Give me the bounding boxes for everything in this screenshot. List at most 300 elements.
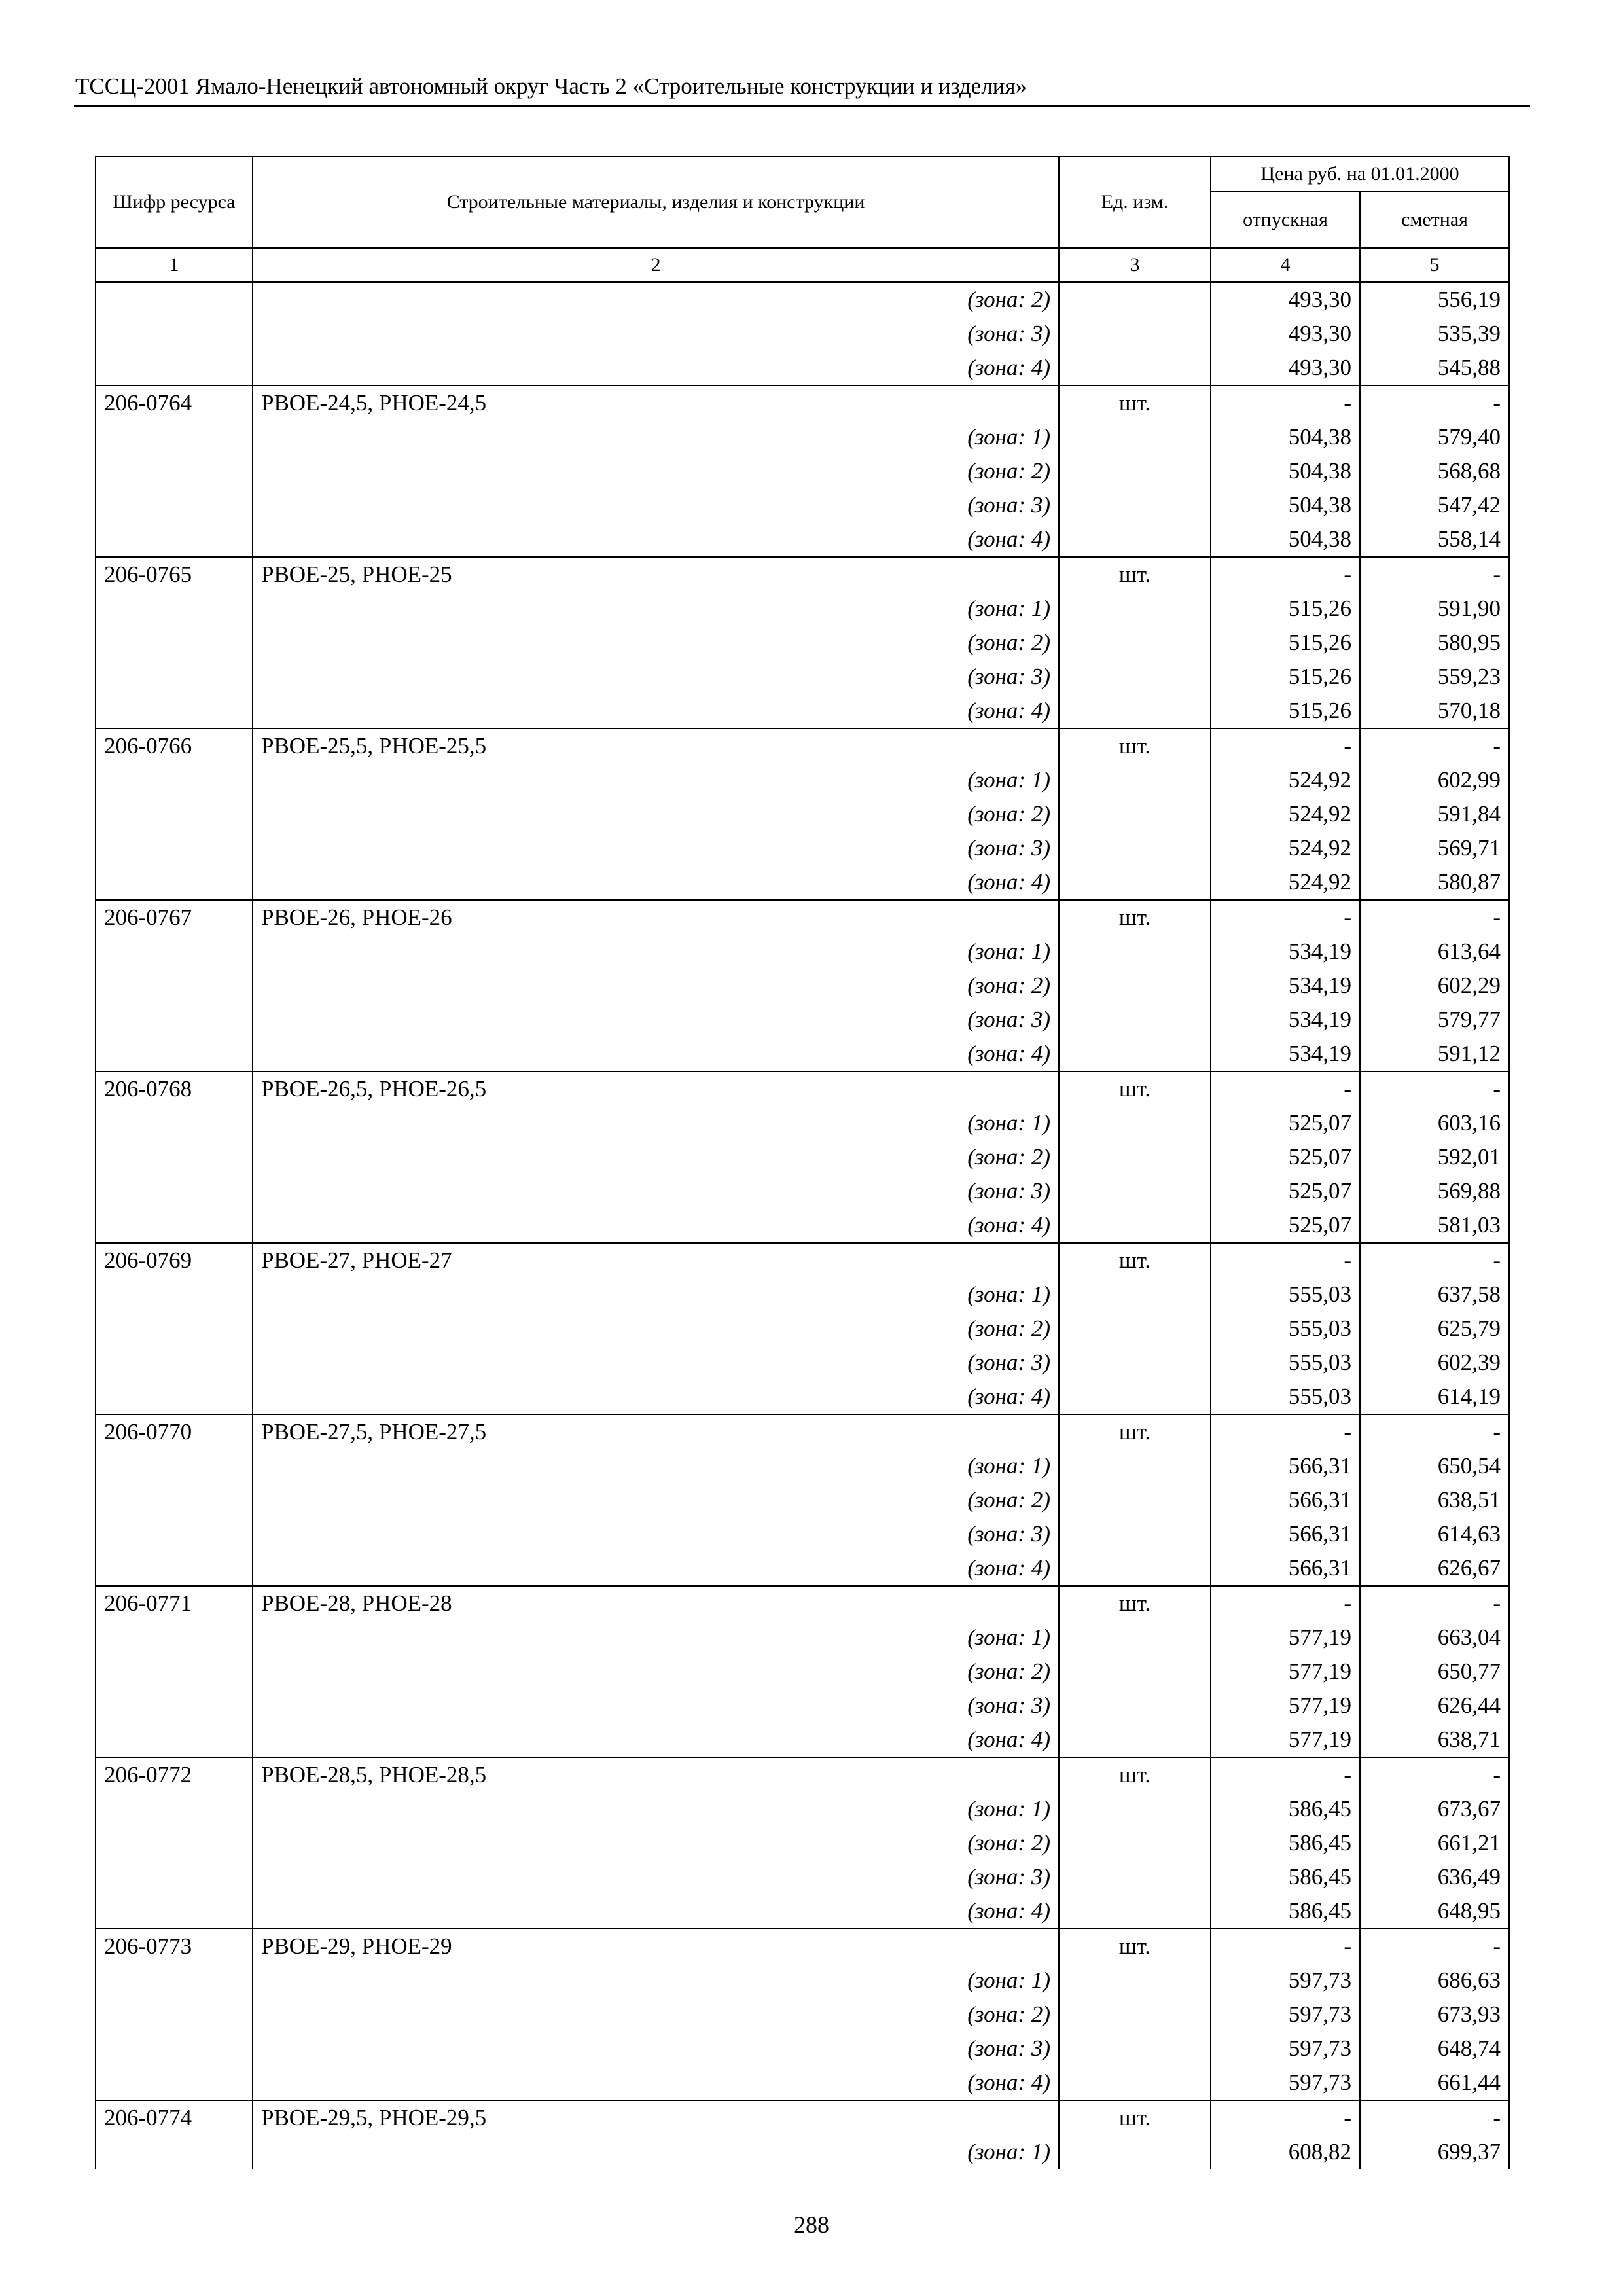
material-name: РВОЕ-25,5, РНОЕ-25,5 — [253, 728, 1059, 763]
zone-label: (зона: 3) — [253, 1346, 1059, 1380]
zone-row — [96, 694, 1509, 728]
zone-label: (зона: 3) — [253, 488, 1059, 522]
estimate-price: 673,67 — [1360, 1792, 1509, 1826]
zone-row — [96, 2135, 1509, 2169]
estimate-price: - — [1360, 1757, 1509, 1792]
unit-of-measure: шт. — [1059, 1929, 1211, 1964]
estimate-price: 699,37 — [1360, 2135, 1509, 2169]
estimate-price: - — [1360, 1929, 1509, 1964]
unit-cell — [1059, 1655, 1211, 1689]
unit-cell — [1059, 1278, 1211, 1312]
table-row — [96, 1586, 1509, 1621]
estimate-price: 661,21 — [1360, 1826, 1509, 1860]
table-row — [96, 900, 1509, 935]
release-price: 525,07 — [1211, 1174, 1360, 1208]
unit-cell — [1059, 1621, 1211, 1655]
estimate-price: 579,77 — [1360, 1003, 1509, 1037]
material-name: РВОЕ-28, РНОЕ-28 — [253, 1586, 1059, 1621]
zone-row — [96, 935, 1509, 969]
resource-code: 206-0764 — [96, 386, 253, 420]
header-price-release: отпускная — [1211, 192, 1360, 248]
estimate-price: 579,40 — [1360, 420, 1509, 454]
unit-cell — [1059, 2135, 1211, 2169]
estimate-price: - — [1360, 1243, 1509, 1278]
zone-label: (зона: 2) — [253, 626, 1059, 660]
unit-cell — [1059, 694, 1211, 728]
estimate-price: 661,44 — [1360, 2066, 1509, 2100]
zone-label: (зона: 4) — [253, 1894, 1059, 1929]
resource-code-cell — [96, 694, 253, 728]
resource-code-cell — [96, 1037, 253, 1071]
release-price: 525,07 — [1211, 1208, 1360, 1243]
release-price: - — [1211, 1243, 1360, 1278]
resource-code-cell — [96, 1792, 253, 1826]
zone-label: (зона: 4) — [253, 1551, 1059, 1586]
zone-label: (зона: 1) — [253, 1106, 1059, 1140]
estimate-price: 558,14 — [1360, 522, 1509, 557]
release-price: 577,19 — [1211, 1621, 1360, 1655]
release-price: 504,38 — [1211, 488, 1360, 522]
column-number: 5 — [1360, 248, 1509, 282]
estimate-price: 663,04 — [1360, 1621, 1509, 1655]
zone-row — [96, 1689, 1509, 1723]
zone-label: (зона: 3) — [253, 831, 1059, 865]
table-row — [96, 1071, 1509, 1106]
release-price: 504,38 — [1211, 420, 1360, 454]
zone-label: (зона: 1) — [253, 1278, 1059, 1312]
zone-row — [96, 351, 1509, 386]
estimate-price: 535,39 — [1360, 317, 1509, 351]
unit-of-measure: шт. — [1059, 900, 1211, 935]
release-price: - — [1211, 386, 1360, 420]
zone-label: (зона: 2) — [253, 454, 1059, 488]
resource-code-cell — [96, 1174, 253, 1208]
zone-row — [96, 1655, 1509, 1689]
zone-row — [96, 1037, 1509, 1071]
release-price: 504,38 — [1211, 522, 1360, 557]
zone-label: (зона: 3) — [253, 660, 1059, 694]
estimate-price: 614,19 — [1360, 1380, 1509, 1414]
zone-row — [96, 317, 1509, 351]
zone-row — [96, 1380, 1509, 1414]
resource-code-cell — [96, 488, 253, 522]
column-number: 3 — [1059, 248, 1211, 282]
resource-code-cell — [96, 1517, 253, 1551]
material-name: РВОЕ-28,5, РНОЕ-28,5 — [253, 1757, 1059, 1792]
zone-row — [96, 1106, 1509, 1140]
resource-code-cell — [96, 1380, 253, 1414]
zone-label: (зона: 2) — [253, 969, 1059, 1003]
release-price: 524,92 — [1211, 797, 1360, 831]
release-price: 566,31 — [1211, 1483, 1360, 1517]
release-price: - — [1211, 1586, 1360, 1621]
unit-cell — [1059, 1860, 1211, 1894]
release-price: 524,92 — [1211, 831, 1360, 865]
zone-label: (зона: 4) — [253, 1723, 1059, 1757]
unit-cell — [1059, 1449, 1211, 1483]
zone-row — [96, 1826, 1509, 1860]
release-price: 597,73 — [1211, 1964, 1360, 1998]
estimate-price: 545,88 — [1360, 351, 1509, 386]
table-row — [96, 1929, 1509, 1964]
zone-label: (зона: 4) — [253, 1037, 1059, 1071]
release-price: 493,30 — [1211, 317, 1360, 351]
resource-code-cell — [96, 1621, 253, 1655]
zone-row — [96, 1964, 1509, 1998]
unit-cell — [1059, 1174, 1211, 1208]
zone-row — [96, 420, 1509, 454]
release-price: 515,26 — [1211, 626, 1360, 660]
zone-label: (зона: 3) — [253, 1860, 1059, 1894]
release-price: 586,45 — [1211, 1860, 1360, 1894]
estimate-price: - — [1360, 900, 1509, 935]
zone-row — [96, 2032, 1509, 2066]
unit-cell — [1059, 1792, 1211, 1826]
unit-cell — [1059, 1723, 1211, 1757]
resource-code-cell — [96, 797, 253, 831]
resource-code-cell — [96, 592, 253, 626]
resource-code-cell — [96, 522, 253, 557]
estimate-price: - — [1360, 1071, 1509, 1106]
release-price: 493,30 — [1211, 351, 1360, 386]
zone-label: (зона: 1) — [253, 1449, 1059, 1483]
resource-code-cell — [96, 1346, 253, 1380]
release-price: 555,03 — [1211, 1312, 1360, 1346]
table-row — [96, 557, 1509, 592]
zone-row — [96, 626, 1509, 660]
zone-row — [96, 522, 1509, 557]
release-price: 525,07 — [1211, 1140, 1360, 1174]
resource-code: 206-0770 — [96, 1414, 253, 1449]
resource-code-cell — [96, 1826, 253, 1860]
unit-cell — [1059, 1346, 1211, 1380]
resource-code-cell — [96, 1689, 253, 1723]
zone-label: (зона: 2) — [253, 1826, 1059, 1860]
table-row — [96, 728, 1509, 763]
release-price: 586,45 — [1211, 1792, 1360, 1826]
release-price: 534,19 — [1211, 969, 1360, 1003]
estimate-price: 602,29 — [1360, 969, 1509, 1003]
zone-row — [96, 1140, 1509, 1174]
estimate-price: 592,01 — [1360, 1140, 1509, 1174]
resource-code-cell — [96, 1894, 253, 1929]
unit-cell — [1059, 317, 1211, 351]
release-price: 597,73 — [1211, 2032, 1360, 2066]
unit-cell — [1059, 522, 1211, 557]
unit-cell — [1059, 660, 1211, 694]
table-row — [96, 1757, 1509, 1792]
estimate-price: 648,95 — [1360, 1894, 1509, 1929]
unit-cell — [1059, 831, 1211, 865]
release-price: 524,92 — [1211, 763, 1360, 797]
zone-label: (зона: 1) — [253, 935, 1059, 969]
resource-code-cell — [96, 1449, 253, 1483]
zone-row — [96, 2066, 1509, 2100]
table-row — [96, 2100, 1509, 2135]
estimate-price: 580,87 — [1360, 865, 1509, 900]
zone-row — [96, 282, 1509, 317]
release-price: - — [1211, 1414, 1360, 1449]
unit-cell — [1059, 1483, 1211, 1517]
release-price: 586,45 — [1211, 1894, 1360, 1929]
unit-cell — [1059, 1106, 1211, 1140]
resource-code-cell — [96, 660, 253, 694]
resource-code-cell — [96, 282, 253, 317]
release-price: 566,31 — [1211, 1449, 1360, 1483]
release-price: 515,26 — [1211, 694, 1360, 728]
release-price: 555,03 — [1211, 1278, 1360, 1312]
resource-code-cell — [96, 1312, 253, 1346]
resource-code-cell — [96, 865, 253, 900]
unit-of-measure: шт. — [1059, 1243, 1211, 1278]
release-price: 577,19 — [1211, 1689, 1360, 1723]
release-price: 515,26 — [1211, 660, 1360, 694]
resource-code-cell — [96, 1998, 253, 2032]
zone-label: (зона: 4) — [253, 522, 1059, 557]
unit-cell — [1059, 420, 1211, 454]
zone-label: (зона: 3) — [253, 1174, 1059, 1208]
zone-label: (зона: 4) — [253, 2066, 1059, 2100]
estimate-price: 636,49 — [1360, 1860, 1509, 1894]
estimate-price: - — [1360, 2100, 1509, 2135]
zone-label: (зона: 1) — [253, 420, 1059, 454]
unit-cell — [1059, 1003, 1211, 1037]
unit-of-measure: шт. — [1059, 386, 1211, 420]
estimate-price: 650,77 — [1360, 1655, 1509, 1689]
estimate-price: 591,90 — [1360, 592, 1509, 626]
unit-of-measure: шт. — [1059, 1071, 1211, 1106]
zone-label: (зона: 1) — [253, 1964, 1059, 1998]
unit-cell — [1059, 1551, 1211, 1586]
estimate-price: 580,95 — [1360, 626, 1509, 660]
unit-cell — [1059, 1140, 1211, 1174]
estimate-price: 650,54 — [1360, 1449, 1509, 1483]
table-row — [96, 1414, 1509, 1449]
release-price: 608,82 — [1211, 2135, 1360, 2169]
release-price: 524,92 — [1211, 865, 1360, 900]
unit-cell — [1059, 2066, 1211, 2100]
zone-row — [96, 1003, 1509, 1037]
resource-code: 206-0771 — [96, 1586, 253, 1621]
resource-code-cell — [96, 763, 253, 797]
unit-cell — [1059, 1208, 1211, 1243]
resource-code: 206-0772 — [96, 1757, 253, 1792]
unit-cell — [1059, 1689, 1211, 1723]
resource-code-cell — [96, 2066, 253, 2100]
material-name: РВОЕ-25, РНОЕ-25 — [253, 557, 1059, 592]
zone-row — [96, 763, 1509, 797]
zone-row — [96, 1208, 1509, 1243]
zone-label: (зона: 3) — [253, 1003, 1059, 1037]
zone-label: (зона: 4) — [253, 694, 1059, 728]
page-number: 288 — [794, 2212, 829, 2238]
estimate-price: - — [1360, 386, 1509, 420]
estimate-price: 626,67 — [1360, 1551, 1509, 1586]
resource-code: 206-0767 — [96, 900, 253, 935]
zone-row — [96, 1860, 1509, 1894]
release-price: 555,03 — [1211, 1380, 1360, 1414]
unit-of-measure: шт. — [1059, 728, 1211, 763]
estimate-price: 591,84 — [1360, 797, 1509, 831]
resource-code: 206-0773 — [96, 1929, 253, 1964]
zone-row — [96, 1449, 1509, 1483]
estimate-price: - — [1360, 1414, 1509, 1449]
estimate-price: 556,19 — [1360, 282, 1509, 317]
zone-row — [96, 660, 1509, 694]
estimate-price: 638,51 — [1360, 1483, 1509, 1517]
resource-code-cell — [96, 2032, 253, 2066]
estimate-price: 686,63 — [1360, 1964, 1509, 1998]
zone-row — [96, 592, 1509, 626]
estimate-price: 638,71 — [1360, 1723, 1509, 1757]
column-number: 2 — [253, 248, 1059, 282]
resource-code-cell — [96, 1655, 253, 1689]
zone-label: (зона: 2) — [253, 1655, 1059, 1689]
resource-code: 206-0769 — [96, 1243, 253, 1278]
unit-cell — [1059, 351, 1211, 386]
unit-cell — [1059, 1037, 1211, 1071]
release-price: - — [1211, 728, 1360, 763]
zone-row — [96, 1483, 1509, 1517]
column-number: 4 — [1211, 248, 1360, 282]
resource-code-cell — [96, 1483, 253, 1517]
unit-cell — [1059, 969, 1211, 1003]
header-code: Шифр ресурса — [96, 156, 253, 248]
release-price: - — [1211, 1071, 1360, 1106]
unit-cell — [1059, 592, 1211, 626]
release-price: - — [1211, 1929, 1360, 1964]
estimate-price: - — [1360, 728, 1509, 763]
resource-code-cell — [96, 454, 253, 488]
estimate-price: 570,18 — [1360, 694, 1509, 728]
zone-label: (зона: 4) — [253, 351, 1059, 386]
column-number-row — [96, 248, 1509, 282]
zone-label: (зона: 4) — [253, 1380, 1059, 1414]
zone-row — [96, 1174, 1509, 1208]
estimate-price: 648,74 — [1360, 2032, 1509, 2066]
zone-row — [96, 1621, 1509, 1655]
release-price: - — [1211, 2100, 1360, 2135]
zone-row — [96, 1998, 1509, 2032]
release-price: 555,03 — [1211, 1346, 1360, 1380]
zone-label: (зона: 3) — [253, 317, 1059, 351]
material-name: РВОЕ-26,5, РНОЕ-26,5 — [253, 1071, 1059, 1106]
unit-cell — [1059, 1998, 1211, 2032]
release-price: 566,31 — [1211, 1551, 1360, 1586]
material-name: РВОЕ-26, РНОЕ-26 — [253, 900, 1059, 935]
header-rule — [74, 105, 1530, 107]
zone-row — [96, 969, 1509, 1003]
header-unit: Ед. изм. — [1059, 156, 1211, 248]
zone-label: (зона: 3) — [253, 2032, 1059, 2066]
estimate-price: 591,12 — [1360, 1037, 1509, 1071]
zone-label: (зона: 2) — [253, 797, 1059, 831]
zone-row — [96, 1551, 1509, 1586]
resource-code: 206-0774 — [96, 2100, 253, 2135]
zone-row — [96, 1346, 1509, 1380]
resource-code-cell — [96, 1860, 253, 1894]
page-header-title: ТССЦ-2001 Ямало-Ненецкий автономный округ Часть 2 «Строительные конструкции и изделия» — [75, 73, 1027, 99]
zone-row — [96, 1312, 1509, 1346]
release-price: 525,07 — [1211, 1106, 1360, 1140]
zone-row — [96, 1894, 1509, 1929]
unit-cell — [1059, 2032, 1211, 2066]
estimate-price: - — [1360, 1586, 1509, 1621]
unit-cell — [1059, 763, 1211, 797]
resource-code-cell — [96, 935, 253, 969]
resource-code-cell — [96, 626, 253, 660]
release-price: - — [1211, 900, 1360, 935]
unit-cell — [1059, 454, 1211, 488]
zone-label: (зона: 4) — [253, 865, 1059, 900]
table-row — [96, 1243, 1509, 1278]
release-price: 597,73 — [1211, 2066, 1360, 2100]
resource-code-cell — [96, 317, 253, 351]
unit-cell — [1059, 1517, 1211, 1551]
unit-cell — [1059, 1894, 1211, 1929]
estimate-price: 568,68 — [1360, 454, 1509, 488]
column-number: 1 — [96, 248, 253, 282]
unit-cell — [1059, 1380, 1211, 1414]
estimate-price: 603,16 — [1360, 1106, 1509, 1140]
estimate-price: 673,93 — [1360, 1998, 1509, 2032]
unit-of-measure: шт. — [1059, 1414, 1211, 1449]
table-body — [96, 282, 1509, 2169]
zone-label: (зона: 4) — [253, 1208, 1059, 1243]
estimate-price: 569,88 — [1360, 1174, 1509, 1208]
release-price: - — [1211, 557, 1360, 592]
resource-code-cell — [96, 1964, 253, 1998]
header-price-group: Цена руб. на 01.01.2000 — [1211, 156, 1509, 192]
release-price: 534,19 — [1211, 1037, 1360, 1071]
release-price: 586,45 — [1211, 1826, 1360, 1860]
resource-code-cell — [96, 831, 253, 865]
estimate-price: 614,63 — [1360, 1517, 1509, 1551]
material-name: РВОЕ-27, РНОЕ-27 — [253, 1243, 1059, 1278]
estimate-price: 602,39 — [1360, 1346, 1509, 1380]
unit-cell — [1059, 488, 1211, 522]
release-price: 493,30 — [1211, 282, 1360, 317]
zone-label: (зона: 1) — [253, 592, 1059, 626]
resource-code-cell — [96, 1003, 253, 1037]
material-name: РВОЕ-29,5, РНОЕ-29,5 — [253, 2100, 1059, 2135]
release-price: 504,38 — [1211, 454, 1360, 488]
resource-code-cell — [96, 1140, 253, 1174]
release-price: 515,26 — [1211, 592, 1360, 626]
unit-cell — [1059, 1312, 1211, 1346]
resource-code-cell — [96, 1551, 253, 1586]
resource-code-cell — [96, 420, 253, 454]
header-name: Строительные материалы, изделия и конструкции — [253, 156, 1059, 248]
release-price: 597,73 — [1211, 1998, 1360, 2032]
zone-label: (зона: 3) — [253, 1689, 1059, 1723]
header-row-1 — [96, 156, 1509, 192]
zone-label: (зона: 1) — [253, 763, 1059, 797]
header-price-estimate: сметная — [1360, 192, 1509, 248]
zone-row — [96, 1517, 1509, 1551]
unit-of-measure: шт. — [1059, 557, 1211, 592]
zone-label: (зона: 1) — [253, 1621, 1059, 1655]
zone-row — [96, 797, 1509, 831]
release-price: 577,19 — [1211, 1723, 1360, 1757]
table-row — [96, 386, 1509, 420]
unit-cell — [1059, 626, 1211, 660]
release-price: - — [1211, 1757, 1360, 1792]
zone-row — [96, 1792, 1509, 1826]
resource-code: 206-0768 — [96, 1071, 253, 1106]
resource-code-cell — [96, 1723, 253, 1757]
zone-label: (зона: 3) — [253, 1517, 1059, 1551]
